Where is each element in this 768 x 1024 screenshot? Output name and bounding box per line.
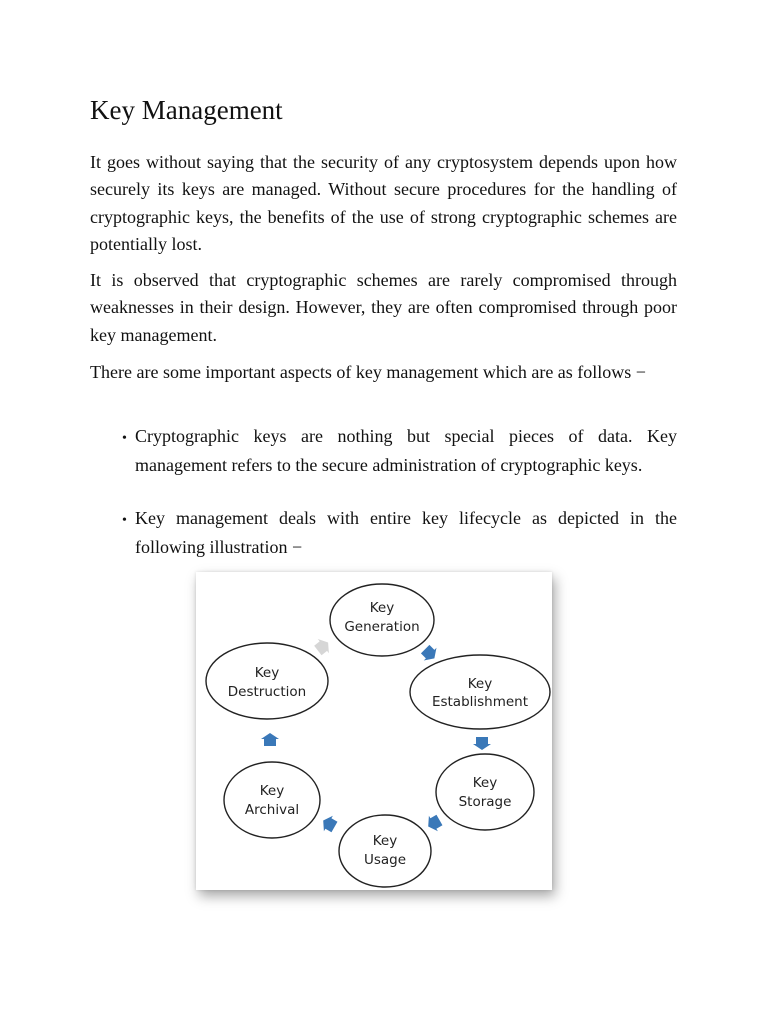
node-label-line2: Destruction <box>227 684 307 700</box>
list-item <box>122 505 677 562</box>
node-label-line2: Storage <box>458 794 512 810</box>
node-label-line2: Archival <box>244 802 300 818</box>
node-label-line1: Key <box>259 783 285 799</box>
paragraph-aspects: There are some important aspects of key management which are as follows − <box>90 362 646 382</box>
node-label-line1: Key <box>369 600 395 616</box>
node-key-generation <box>330 584 434 656</box>
arrow-storage-to-usage-icon <box>424 812 444 834</box>
page-title: Key Management <box>90 95 283 125</box>
node-key-establishment <box>410 655 550 729</box>
node-label-line2: Establishment <box>431 694 529 710</box>
arrow-archival-to-destruction-icon <box>261 733 279 746</box>
paragraph-weakness: It is observed that cryptographic schemes are rarely compromised through weaknesses in their design. However, they are often compromised through poor key management. <box>90 270 677 345</box>
key-lifecycle-figure <box>196 572 552 890</box>
node-key-usage <box>339 815 431 887</box>
node-label-line1: Key <box>467 676 493 692</box>
node-label-line2: Generation <box>344 619 420 635</box>
list-item <box>122 423 677 480</box>
node-label-line1: Key <box>372 833 398 849</box>
node-label-line1: Key <box>472 775 498 791</box>
node-label-line2: Usage <box>363 852 407 868</box>
node-key-destruction <box>206 643 328 719</box>
bullet-text: Key management deals with entire key lifecycle as depicted in the following illustration − <box>135 508 677 558</box>
bullet-list-1 <box>122 423 677 480</box>
arrow-establishment-to-storage-icon <box>473 737 491 750</box>
bullet-text: Cryptographic keys are nothing but special pieces of data. Key management refers to the secure administration of cryptographic keys. <box>135 426 677 476</box>
paragraph-intro: It goes without saying that the security of any cryptosystem depends upon how securely its keys are managed. Without secure procedures for the handling of cryptographic keys, the benefits of the use of strong cryptographic schemes are potentially lost. <box>90 152 677 254</box>
node-key-storage <box>436 754 534 830</box>
key-lifecycle-diagram <box>196 572 552 890</box>
bullet-icon: • <box>122 513 127 528</box>
bullet-icon: • <box>122 431 127 446</box>
arrow-generation-to-establishment-icon <box>419 643 441 665</box>
node-key-archival <box>224 762 320 838</box>
bullet-list-2 <box>122 505 677 562</box>
node-label-line1: Key <box>254 665 280 681</box>
arrow-destruction-to-generation-icon <box>312 635 333 657</box>
arrow-usage-to-archival-icon <box>319 813 339 835</box>
